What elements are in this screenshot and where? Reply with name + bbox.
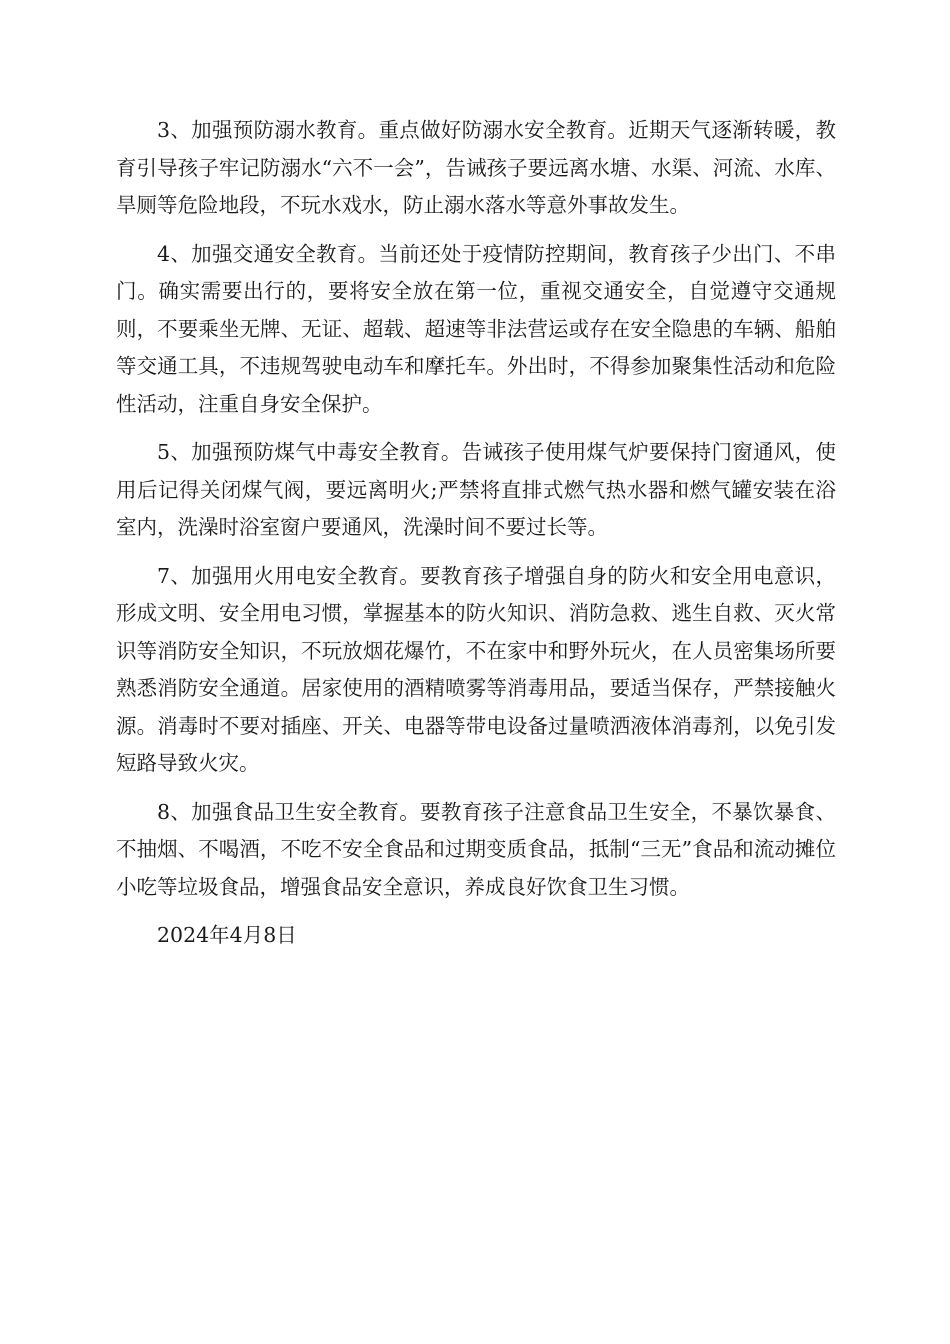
paragraph-fire-electric-safety: 7、加强用火用电安全教育。要教育孩子增强自身的防火和安全用电意识，形成文明、安全用电习惯，掌握基本的防火知识、消防急救、逃生自救、灭火常识等消防安全知识，不玩放烟花爆竹，不在家中和野外玩火，在人员密集场所要熟悉消防安全通道。居家使用的酒精喷雾等消毒用品，要适当保存，严禁接触火源。消毒时不要对插座、开关、电器等带电设备过量喷洒液体消毒剂，以免引发短路导致火灾。 — [116, 563, 836, 775]
paragraph-traffic-safety: 4、加强交通安全教育。当前还处于疫情防控期间，教育孩子少出门、不串门。确实需要出行的，要将安全放在第一位，重视交通安全，自觉遵守交通规则，不要乘坐无牌、无证、超载、超速等非法营运或存在安全隐患的车辆、船舶等交通工具，不违规驾驶电动车和摩托车。外出时，不得参加聚集性活动和危险性活动，注重自身安全保护。 — [116, 241, 836, 416]
paragraph-drowning-prevention: 3、加强预防溺水教育。重点做好防溺水安全教育。近期天气逐渐转暖，教育引导孩子牢记防溺水“六不一会”，告诫孩子要远离水塘、水渠、河流、水库、旱厕等危险地段，不玩水戏水，防止溺水落水等意外事故发生。 — [116, 118, 836, 217]
document-body — [116, 112, 836, 955]
document-date: 2024年4月8日 — [157, 923, 297, 947]
paragraph-gas-poisoning: 5、加强预防煤气中毒安全教育。告诫孩子使用煤气炉要保持门窗通风，使用后记得关闭煤气阀，要远离明火;严禁将直排式燃气热水器和燃气罐安装在浴室内，洗澡时浴室窗户要通风，洗澡时间不要过长等。 — [116, 440, 836, 539]
paragraph-food-hygiene: 8、加强食品卫生安全教育。要教育孩子注意食品卫生安全，不暴饮暴食、不抽烟、不喝酒，不吃不安全食品和过期变质食品，抵制“三无”食品和流动摊位小吃等垃圾食品，增强食品安全意识，养成良好饮食卫生习惯。 — [116, 799, 836, 899]
